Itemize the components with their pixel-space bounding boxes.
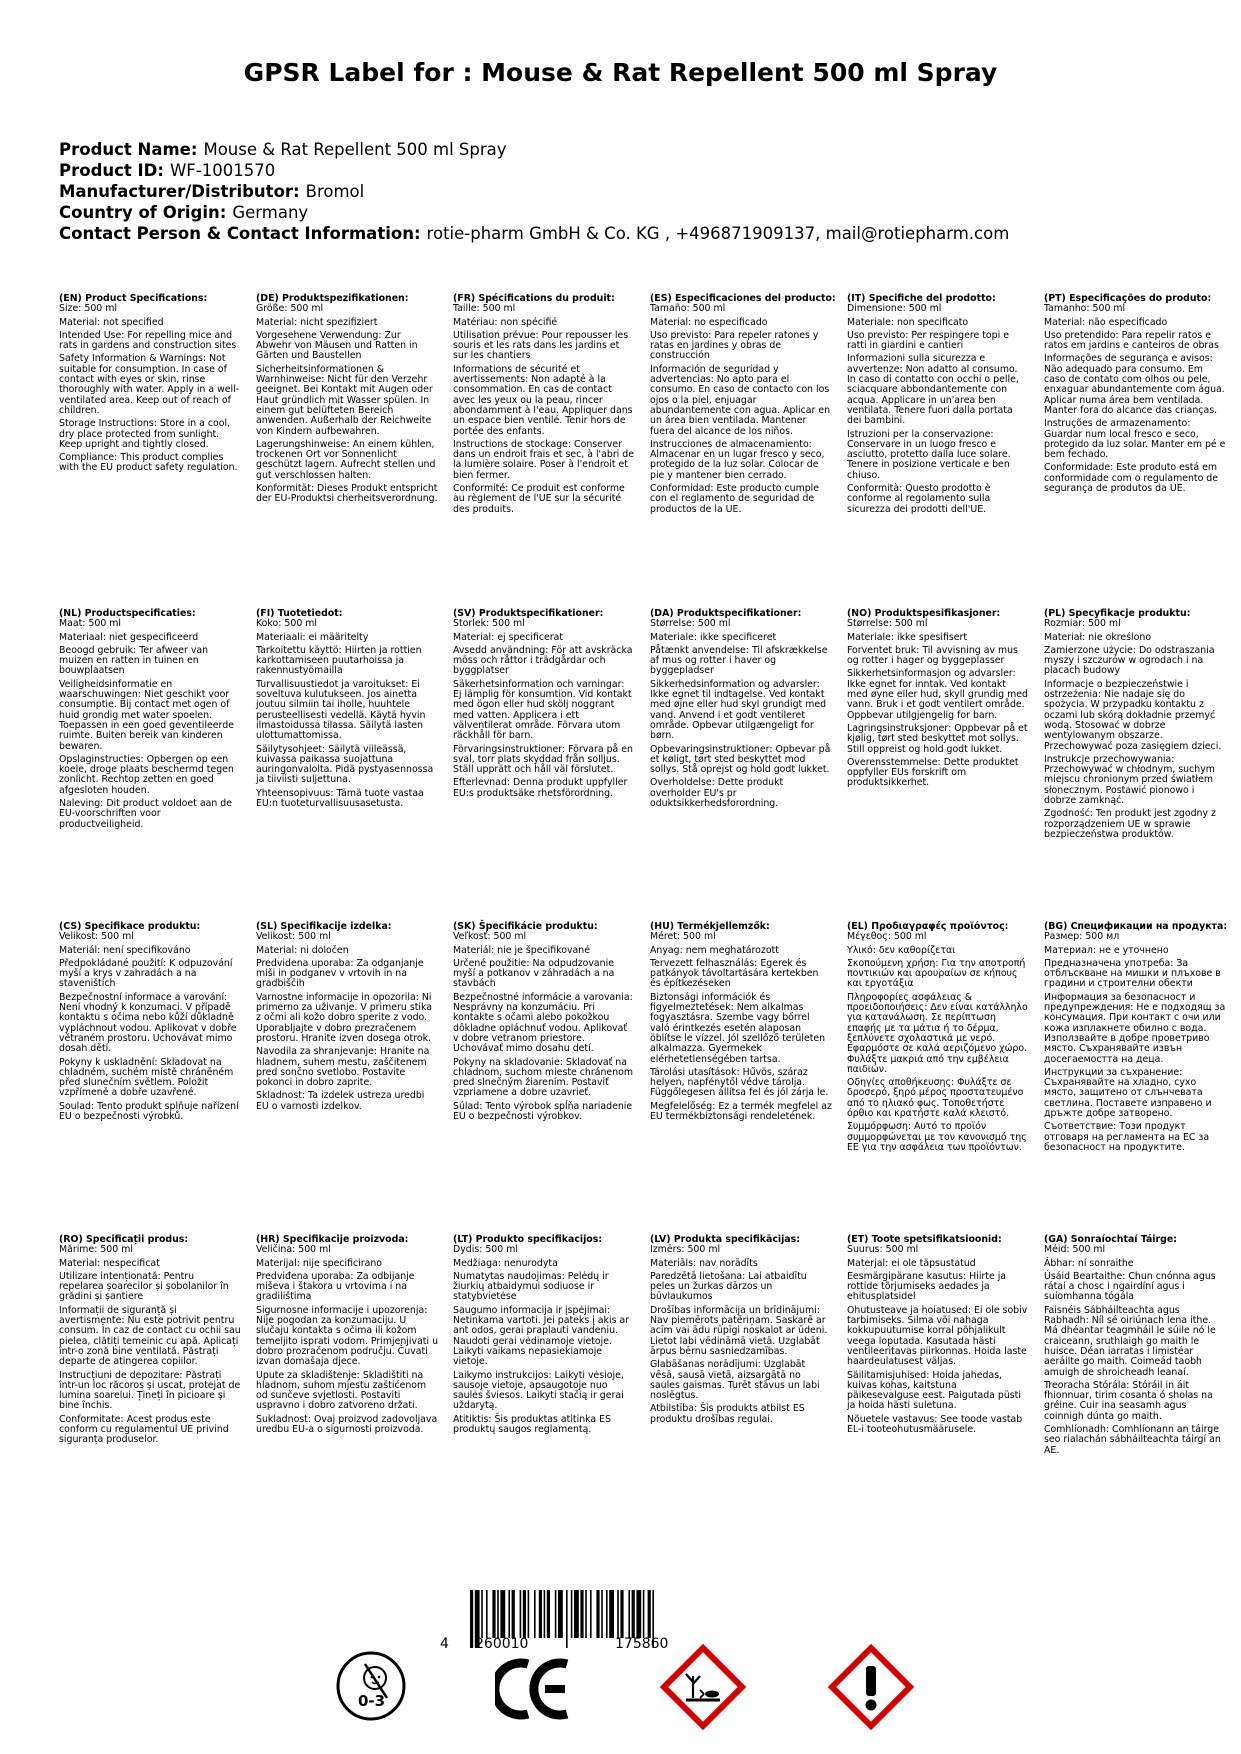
environment-hazard-icon [660,1644,746,1730]
spec-paragraph: Påtænkt anvendelse: Til afskrækkelse af mus og rotter i haver og byggepladser [650,644,828,677]
spec-paragraph: Upute za skladištenje: Skladištiti na hladnom, suhom mjestu zaštićenom od sunčeve svjetlosti. Postaviti uspravno i dobro zatvoreno držati. [256,1369,427,1412]
spec-paragraph: Σκοπούμενη χρήση: Για την αποτροπή ποντικιών και αρουραίων σε κήπους και εργοτάξια [847,957,1026,990]
spec-paragraph: Материал: не е уточнено [1044,944,1169,956]
spec-paragraph: Tamanho: 500 ml [1044,303,1126,315]
spec-paragraph: Conformitate: Acest produs este conform cu regulamentul UE privind siguranța produselor. [59,1413,229,1446]
spec-paragraph: Maat: 500 ml [59,618,122,630]
spec-section [847,609,1035,792]
spec-paragraph: Koko: 500 ml [256,618,317,630]
spec-paragraph: Størrelse: 500 ml [650,618,731,630]
spec-paragraph: Pokyny k uskladnění: Skladovat na chladném, suchém místě chráněném před slunečním světlem. Položit vzpřímeně a dobře uzavřené. [59,1056,234,1099]
spec-paragraph: Veličina: 500 ml [256,1244,331,1256]
spec-paragraph: Lagerungshinweise: An einem kühlen, trockenen Ort vor Sonnenlicht geschützt lagern. Aufrecht stellen und gut verschlossen halten. [256,438,436,481]
spec-paragraph: Treoracha Stórála: Stóráil in áit fhionnuar, tirim cosanta ó sholas na gréine. Cuir ina seasamh agus coinnigh dúnta go maith. [1044,1379,1213,1422]
spec-paragraph: Ábhar: ní sonraithe [1044,1257,1134,1269]
spec-paragraph: Materiale: ikke spesifisert [847,631,968,643]
spec-paragraph: Materiale: ikke specificeret [650,631,777,643]
spec-section [59,922,247,1125]
spec-paragraph: Bezpečnostní informace a varování: Není vhodný k konzumaci. V případě kontaktu s očima nebo kůží důkladně vypláchnout vodou. Aplikovat v dobře větraném prostoru. Uchovávat mimo dosah dětí. [59,991,237,1055]
spec-paragraph: Materijal: nije specificirano [256,1257,383,1269]
spec-heading: (HU) Termékjellemzők: [650,921,770,932]
spec-paragraph: Opslaginstructies: Opbergen op een koele, droge plaats beschermd tegen zonlicht. Rechtop zetten en goed afgesloten houden. [59,753,234,796]
spec-heading: (ES) Especificaciones del producto: [650,293,836,304]
spec-section [650,294,838,518]
spec-paragraph: Μέγεθος: 500 ml [847,931,927,943]
spec-paragraph: Material: ni določen [256,944,349,956]
spec-paragraph: Materiale: non specificato [847,316,969,328]
spec-paragraph: Velikost: 500 ml [256,931,331,943]
spec-heading: (LV) Produkta specifikācijas: [650,1234,800,1245]
spec-paragraph: Οδηγίες αποθήκευσης: Φυλάξτε σε δροσερό, ξηρό μέρος προστατευμένο από το ηλιακό φως. Τοποθετήστε όρθιο και κρατήστε καλά κλειστό. [847,1077,1024,1120]
spec-paragraph: Biztonsági információk és figyelmeztetések: Nem alkalmas fogyasztásra. Szembe vagy bőrrel való érintkezés esetén alaposan öblítse le vízzel. Jól szellőző területen alkalmazza. Gyermekek elérhetetlenségében tartsa. [650,991,826,1065]
spec-paragraph: Säilytysohjeet: Säilytä viileässä, kuivassa paikassa suojattuna auringonvalolta. Pidä pystyasennossa ja tiiviisti suljettuna. [256,743,434,786]
spec-paragraph: Instrukcje przechowywania: Przechowywać w chłodnym, suchym miejscu chronionym przed światłem słonecznym. Postawić pionowo i dobrze zamknąć. [1044,753,1215,807]
spec-paragraph: Taille: 500 ml [453,303,516,315]
spec-section [453,609,641,802]
spec-heading: (FR) Spécifications du produit: [453,293,615,304]
barcode-group-1: 260010 [475,1636,529,1652]
product-info [59,139,1009,244]
spec-paragraph: Pokyny na skladovanie: Skladovať na chladnom, suchom mieste chránenom pred slnečným žiarením. Postaviť vzpriamene a dobre uzavrieť. [453,1056,633,1099]
spec-heading: (LT) Produkto specifikacijos: [453,1234,603,1245]
spec-paragraph: Instrucțiuni de depozitare: Păstrați într-un loc răcoros și uscat, protejat de lumina soarelui. Țineți în picioare și bine închis. [59,1369,241,1412]
spec-heading: (SK) Špecifikácie produktu: [453,921,598,932]
spec-heading: (BG) Спецификации на продукта: [1044,921,1228,932]
spec-paragraph: Comhlíonadh: Comhlíonann an táirge seo rialachán sábháilteachta táirgí an AE. [1044,1424,1221,1456]
spec-paragraph: Faisnéis Sábháilteachta agus Rabhadh: Níl sé oiriúnach lena ithe. Má dhéantar teagmháil le súile nó le craiceann, sruthlaigh go maith le huisce. Déan iarratas i limistéar aeráilte go maith. Coimeád taobh amuigh de shroicheadh leanaí. [1044,1304,1216,1378]
spec-heading: (RO) Specificații produs: [59,1234,189,1245]
spec-paragraph: Suurus: 500 ml [847,1244,919,1256]
spec-paragraph: Conformidad: Este producto cumple con el reglamento de seguridad de productos de la UE. [650,483,820,515]
info-label: Product ID: [59,161,164,180]
info-label: Product Name: [59,140,198,159]
spec-paragraph: Säkerhetsinformation och varningar: Ej lämplig för konsumtion. Vid kontakt med ögon eller hud skölj noggrant med vatten. Applicera i ett välventilerat område. Förvara utom räckhåll för barn. [453,678,632,742]
spec-paragraph: Informacje o bezpieczeństwie i ostrzeżenia: Nie nadaje się do spożycia. W przypadku kontaktu z oczami lub skórą dokładnie przemyć wodą. Stosować w dobrze wentylowanym obszarze. Przechowywać poza zasięgiem dzieci. [1044,678,1222,752]
spec-heading: (DE) Produktspezifikationen: [256,293,409,304]
spec-paragraph: Materjal: ei ole täpsustatud [847,1257,976,1269]
spec-paragraph: Dydis: 500 ml [453,1244,518,1256]
info-label: Contact Person & Contact Information: [59,224,421,243]
spec-section [847,1235,1035,1438]
spec-paragraph: Информация за безопасност и предупреждения: Не е подходящ за консумация. При контакт с очи или кожа изплакнете обилно с вода. Използвайте в добре проветриво място. Съхранявайте извън досегаемостта на деца. [1044,991,1226,1065]
spec-paragraph: Conformité: Ce produit est conforme au règlement de l'UE sur la sécurité des produits. [453,483,625,515]
spec-section [847,294,1035,518]
spec-heading: (EN) Product Specifications: [59,293,208,304]
info-label: Manufacturer/Distributor: [59,182,300,201]
spec-heading: (HR) Specifikacije proizvoda: [256,1234,409,1245]
spec-paragraph: Size: 500 ml [59,303,117,315]
spec-paragraph: Storage Instructions: Store in a cool, dry place protected from sunlight. Keep upright and tightly closed. [59,418,231,450]
info-value: Bromol [305,182,365,201]
spec-paragraph: Utilisation prévue: Pour repousser les souris et les rats dans les jardins et sur les chantiers [453,329,629,362]
spec-paragraph: Yhteensopivuus: Tämä tuote vastaa EU:n tuoteturvallisuusasetusta. [256,787,424,810]
page-title: GPSR Label for : Mouse & Rat Repellent 500 ml Spray [243,58,998,87]
spec-paragraph: Atitiktis: Šis produktas atitinka ES produktų saugos reglamentą. [453,1413,612,1436]
spec-paragraph: Lagringsinstruksjoner: Oppbevar på et kjølig, tørt sted beskyttet mot sollys. Still oppreist og hold godt lukket. [847,722,1028,755]
spec-paragraph: Velikost: 500 ml [59,931,134,943]
spec-section [256,294,444,508]
info-value: Mouse & Rat Repellent 500 ml Spray [203,140,507,159]
spec-paragraph: Saugumo informacija ir įspėjimai: Netinkama vartoti. Jei pateks į akis ar ant odos, gerai praplauti vandeniu. Naudoti gerai vėdinamoje vietoje. Laikyti vaikams nepasiekiamoje vietoje. [453,1304,630,1368]
spec-paragraph: Předpokládané použití: K odpuzování myší a krys v zahradách a na staveništích [59,957,233,990]
spec-heading: (CS) Specifikace produktu: [59,921,201,932]
spec-paragraph: Material: no especificado [650,316,768,328]
info-value: WF-1001570 [169,161,276,180]
spec-heading: (SV) Produktspecifikationer: [453,608,604,619]
spec-paragraph: Material: não especificado [1044,316,1168,328]
spec-heading: (DA) Produktspecifikationer: [650,608,802,619]
spec-paragraph: Veiligheidsinformatie en waarschuwingen: Niet geschikt voor consumptie. Bij contact met ogen of huid grondig met water spoelen. Toepassen in een goed geventileerde ruimte. Buiten bereik van kinderen bewaren. [59,678,234,752]
spec-paragraph: Materiāls: nav norādīts [650,1257,758,1269]
spec-section [1044,294,1232,497]
spec-paragraph: Υλικό: δεν καθορίζεται [847,944,956,956]
spec-section [650,922,838,1125]
spec-paragraph: Naleving: Dit product voldoet aan de EU-voorschriften voor productveiligheid. [59,798,232,830]
spec-heading: (FI) Tuotetiedot: [256,608,343,619]
spec-paragraph: Tamaño: 500 ml [650,303,726,315]
spec-paragraph: Предназначена употреба: За отблъскване на мишки и плъхове в градини и строителни обекти [1044,957,1221,990]
spec-paragraph: Safety Information & Warnings: Not suitable for consumption. In case of contact with eyes or skin, rinse thoroughly with water. Apply in a well-ventilated area. Keep out of reach of children. [59,353,240,416]
spec-paragraph: Material: nicht spezifiziert [256,316,378,328]
spec-section [1044,609,1232,843]
spec-section [453,922,641,1125]
spec-paragraph: Opbevaringsinstruktioner: Opbevar på et køligt, tørt sted beskyttet mod sollys. Stå oprejst og hold godt lukket. [650,743,831,776]
spec-paragraph: Informații de siguranță și avertismente: Nu este potrivit pentru consum. În caz de contact cu ochii sau pielea, clătiți temeinic cu apă. Aplicați într-o zonă bine ventilată. Păstrați departe de atingerea copiilor. [59,1304,241,1368]
spec-paragraph: Material: nespecificat [59,1257,160,1269]
spec-paragraph: Mărime: 500 ml [59,1244,133,1256]
spec-paragraph: Instrucciones de almacenamiento: Almacenar en un lugar fresco y seco, protegido de la luz solar. Colocar de pie y mantener bien cerrado. [650,438,825,481]
spec-paragraph: Tárolási utasítások: Hűvös, száraz helyen, napfénytől védve tárolja. Függőlegesen állítsa fel és jól zárja le. [650,1066,829,1099]
spec-paragraph: Overholdelse: Dette produkt overholder EU's pr oduktsikkerhedsforordning. [650,777,784,810]
spec-section [650,1235,838,1428]
spec-paragraph: Predviđena uporaba: Za odbijanje miševa i štakora u vrtovima i na gradilištima [256,1270,415,1303]
info-label: Country of Origin: [59,203,227,222]
spec-paragraph: Compliance: This product complies with the EU product safety regulation. [59,452,238,474]
spec-paragraph: Efterlevnad: Denna produkt uppfyller EU:s produktsäke rhetsförordning. [453,777,628,799]
spec-heading: (EL) Προδιαγραφές προϊόντος: [847,921,1009,932]
spec-section [256,609,444,812]
spec-paragraph: Tervezett felhasználás: Egerek és patkányok távoltartására kertekben és építkezéseken [650,957,819,990]
spec-paragraph: Инструкции за съхранение: Съхранявайте на хладно, сухо място, защитено от слънчевата светлина. Поставете изправено и дръжте добре затворено. [1044,1066,1212,1120]
spec-heading: (ET) Toote spetsifikatsioonid: [847,1234,1002,1245]
spec-paragraph: Rozmiar: 500 ml [1044,618,1121,630]
spec-paragraph: Materiál: není specifikováno [59,944,191,956]
spec-section [1044,1235,1232,1459]
country-row [59,202,1009,223]
spec-paragraph: Skladnost: Ta izdelek ustreza uredbi EU o varnosti izdelkov. [256,1090,425,1112]
spec-paragraph: Méret: 500 ml [650,931,716,943]
spec-paragraph: Förvaringsinstruktioner: Förvara på en sval, torr plats skyddad från solljus. Ställ upprätt och håll väl förslutet. [453,743,633,776]
spec-paragraph: Konformität: Dieses Produkt entspricht der EU-Produktsi cherheitsverordnung. [256,483,438,505]
spec-paragraph: Numatytas naudojimas: Pelėdų ir žiurkių atbaidymui sodiuose ir statybvietėse [453,1270,609,1303]
spec-paragraph: Medžiaga: nenurodyta [453,1257,558,1269]
info-value: rotie-pharm GmbH & Co. KG , +496871909137, mail@rotiepharm.com [426,224,1010,243]
spec-paragraph: Conformidade: Este produto está em conformidade com o regulamento de segurança de produtos da UE. [1044,462,1219,495]
spec-paragraph: Avsedd användning: För att avskräcka möss och råttor i trädgårdar och byggplatser [453,644,633,677]
spec-paragraph: Instructions de stockage: Conserver dans un endroit frais et sec, à l'abri de la lumière solaire. Poser à l'endroit et bien fermer. [453,438,634,481]
spec-paragraph: Съответствие: Този продукт отговаря на регламента на ЕС за безопасност на продуктите. [1044,1121,1210,1153]
spec-paragraph: Forventet bruk: Til avvisning av mus og rotter i hager og byggeplasser [847,644,1018,667]
spec-paragraph: Izmērs: 500 ml [650,1244,721,1256]
spec-paragraph: Méid: 500 ml [1044,1244,1106,1256]
spec-paragraph: Materiaali: ei määritelty [256,631,369,643]
spec-heading: (IT) Specifiche del prodotto: [847,293,996,304]
spec-paragraph: Anyag: nem meghatározott [650,944,779,956]
spec-paragraph: Nõuetele vastavus: See toode vastab EL-i tooteohutusmäärusele. [847,1413,1023,1436]
spec-section [256,1235,444,1438]
spec-heading: (SL) Specifikacije izdelka: [256,921,392,932]
spec-paragraph: Navodila za shranjevanje: Hranite na hladnem, suhem mestu, zaščitenem pred sončno svetlobo. Postavite pokonci in dobro zaprite. [256,1046,430,1089]
spec-paragraph: Zamierzone użycie: Do odstraszania myszy i szczurów w ogrodach i na placach budowy [1044,644,1215,677]
spec-section [453,1235,641,1438]
spec-section [1044,922,1232,1156]
manufacturer-row [59,181,1009,202]
spec-paragraph: Overensstemmelse: Dette produktet oppfyller EUs forskrift om produktsikkerhet. [847,756,1019,789]
spec-paragraph: Intended Use: For repelling mice and rats in gardens and construction sites [59,329,237,352]
spec-paragraph: Größe: 500 ml [256,303,324,315]
exclamation-hazard-icon [828,1644,914,1730]
spec-paragraph: Eesmärgipärane kasutus: Hiirte ja rottide tõrjumiseks aedades ja ehitusplatsidel [847,1270,1007,1303]
spec-paragraph: Tarkoitettu käyttö: Hiirten ja rottien karkottamiseen puutarhoissa ja rakennustyömailla [256,644,422,677]
spec-paragraph: Información de seguridad y advertencias: No apto para el consumo. En caso de contacto con los ojos o la piel, enjuagar abundantemente con agua. Aplicar en un área bien ventilada. Mantener fuera del alcance de los niños. [650,363,831,437]
info-value: Germany [232,203,309,222]
spec-paragraph: Matériau: non spécifié [453,316,558,328]
spec-paragraph: Instruções de armazenamento: Guardar num local fresco e seco, protegido da luz solar. Manter em pé e bem fechado. [1044,418,1226,461]
spec-paragraph: Drošības informācija un brīdinājumi: Nav piemērots patēriņam. Saskarē ar acīm vai ādu rūpīgi noskalot ar ūdeni. Lietot labi vēdināmā vietā. Uzglabāt ārpus bērnu sasniedzamības. [650,1304,828,1357]
spec-paragraph: Ohutusteave ja hoiatused: Ei ole sobiv tarbimiseks. Silma või nahaga kokkupuutumise korral põhjalikult veega loputada. Kasutada hästi ventileeritavas piirkonnas. Hoida laste haardeulatusest väljas. [847,1304,1028,1368]
spec-paragraph: Paredzētā lietošana: Lai atbaidītu peles un žurkas dārzos un būvlaukumos [650,1270,807,1303]
spec-section [59,609,247,833]
spec-paragraph: Istruzioni per la conservazione: Conservare in un luogo fresco e asciutto, protetto dalla luce solare. Tenere in posizione verticale e ben chiuso. [847,428,1011,481]
spec-paragraph: Informações de segurança e avisos: Não adequado para consumo. Em caso de contato com olhos ou pele, enxaguar abundantemente com água. Aplicar numa área bem ventilada. Manter fora do alcance das crianças. [1044,353,1225,416]
spec-paragraph: Uso previsto: Per respingere topi e ratti in giardini e cantieri [847,329,1009,352]
spec-paragraph: Conformità: Questo prodotto è conforme al regolamento sulla sicurezza dei prodotti dell'UE. [847,483,991,515]
spec-paragraph: Predvidena uporaba: Za odganjanje miši in podganev v vrtovih in na gradbiščih [256,957,424,990]
spec-paragraph: Размер: 500 мл [1044,931,1120,943]
barcode-left-digit: 4 [440,1636,449,1652]
contact-row [59,223,1009,244]
spec-paragraph: Bezpečnostné informácie a varovania: Nesprávny na konzumáciu. Pri kontakte s očami alebo pokožkou dôkladne opláchnuť vodou. Aplikovať v dobre vetranom priestore. Uchovávať mimo dosahu detí. [453,991,633,1055]
spec-section [650,609,838,812]
spec-heading: (GA) Sonraíochtaí Táirge: [1044,1234,1177,1245]
spec-paragraph: Informations de sécurité et avertissements: Non adapté à la consommation. En cas de contact avec les yeux ou la peau, rincer abondamment à l'eau. Appliquer dans un espace bien ventilé. Tenir hors de portée des enfants. [453,363,633,437]
spec-paragraph: Úsáid Beartaithe: Chun cnónna agus rátaí a chosc i ngairdíní agus i suíomhanna tógála [1044,1270,1216,1303]
spec-paragraph: Συμμόρφωση: Αυτό το προϊόν συμμορφώνεται με τον κανονισμό της ΕΕ για την ασφάλεια των προϊόντων. [847,1121,1027,1153]
barcode-group-2: 175860 [615,1636,669,1652]
spec-paragraph: Uso previsto: Para repeler ratones y ratas en jardines y obras de construcción [650,329,819,362]
spec-paragraph: Materiał: nie określono [1044,631,1152,643]
spec-heading: (NL) Productspecificaties: [59,608,196,619]
spec-paragraph: Turvallisuustiedot ja varoitukset: Ei soveltuva kulutukseen. Jos ainetta joutuu silmiin tai iholle, huuhtele perusteellisesti vedellä. Käytä hyvin ilmastoidussa tilassa. Säilytä lasten ulottumattomissa. [256,678,426,742]
spec-paragraph: Beoogd gebruik: Ter afweer van muizen en ratten in tuinen en bouwplaatsen [59,644,209,677]
spec-paragraph: Informazioni sulla sicurezza e avvertenze: Non adatto al consumo. In caso di contatto con occhi o pelle, sciacquare abbondantemente con acqua. Applicare in un'area ben ventilata. Tenere fuori dalla portata dei bambini. [847,353,1019,427]
spec-section [453,294,641,518]
spec-paragraph: Utilizare intenționată: Pentru repelarea șoarecilor și șobolanilor în grădini și șantiere [59,1270,229,1303]
spec-paragraph: Soulad: Tento produkt splňuje nařízení EU o bezpečnosti výrobků. [59,1100,239,1123]
spec-paragraph: Glabāšanas norādījumi: Uzglabāt vēsā, sausā vietā, aizsargātā no saules gaismas. Turēt stāvus un labi noslēgtus. [650,1359,820,1402]
spec-heading: (PT) Especificações do produto: [1044,293,1212,304]
spec-heading: (PL) Specyfikacje produktu: [1044,608,1191,619]
spec-paragraph: Størrelse: 500 ml [847,618,928,630]
spec-paragraph: Sukladnost: Ovaj proizvod zadovoljava uredbu EU-a o sigurnosti proizvoda. [256,1413,438,1436]
spec-paragraph: Laikymo instrukcijos: Laikyti vėsioje, sausoje vietoje, apsaugotoje nuo saulės šviesos. Laikyti stačią ir gerai uždarytą. [453,1369,624,1412]
spec-heading: (NO) Produktspesifikasjoner: [847,608,1001,619]
spec-paragraph: Sikkerhedsinformation og advarsler: Ikke egnet til indtagelse. Ved kontakt med øjne eller hud skyl grundigt med vand. Anvend i et godt ventileret område. Opbevar utilgængeligt for børn. [650,678,827,742]
svg-text:0-3: 0-3 [358,1692,386,1710]
spec-section [59,1235,247,1449]
product-id-row [59,160,1009,181]
spec-paragraph: Súlad: Tento výrobok spĺňa nariadenie EU o bezpečnosti výrobkov. [453,1100,633,1123]
spec-paragraph: Určené použitie: Na odpudzovanie myší a potkanov v záhradách a na stavbách [453,957,615,990]
spec-paragraph: Materiaal: niet gespecificeerd [59,631,199,643]
spec-paragraph: Storlek: 500 ml [453,618,525,630]
spec-paragraph: Megfelelőség: Ez a termék megfelel az EU termékbiztonsági rendeletének. [650,1100,832,1123]
spec-paragraph: Sikkerhetsinformasjon og advarsler: Ikke egnet for inntak. Ved kontakt med øyne eller hud, skyll grundig med vann. Bruk i et godt ventilert område. Oppbevar utilgjengelig for barn. [847,668,1028,721]
spec-paragraph: Material: not specified [59,316,164,328]
product-name-row [59,139,1009,160]
spec-paragraph: Veľkosť: 500 ml [453,931,527,943]
spec-section [847,922,1035,1156]
spec-paragraph: Sicherheitsinformationen & Warnhinweise: Nicht für den Verzehr geeignet. Bei Kontakt mit Augen oder Haut gründlich mit Wasser spülen. In einem gut belüfteten Bereich anwenden. Außerhalb der Reichweite von Kindern aufbewahren. [256,363,433,437]
spec-section [256,922,444,1115]
age-0-3-warning-icon [335,1650,407,1722]
spec-paragraph: Πληροφορίες ασφάλειας & προειδοποιήσεις: Δεν είναι κατάλληλο για κατανάλωση. Σε περίπτωση επαφής με τα μάτια ή το δέρμα, ξεπλύνετε σχολαστικά με νερό. Εφαρμόστε σε καλά αεριζόμενο χώρο. Φυλάξτε μακριά από την εμβέλεια παιδιών. [847,991,1028,1075]
spec-paragraph: Sigurnosne informacije i upozorenja: Nije pogodan za konzumaciju. U slučaju kontakta s očima ili kožom temeljito isprati vodom. Primjenjivati u dobro prozračenom području. Čuvati izvan domašaja djece. [256,1304,439,1368]
ce-mark-icon [495,1656,573,1722]
spec-section [59,294,247,477]
spec-paragraph: Varnostne informacije in opozorila: Ni primerno za uživanje. V primeru stika z očmi ali kožo dobro sperite z vodo. Uporabljajte v dobro prezračenem prostoru. Hranite izven dosega otrok. [256,991,432,1044]
certification-icons [0,1650,1241,1750]
spec-paragraph: Materiál: nie je špecifikované [453,944,590,956]
spec-paragraph: Zgodność: Ten produkt jest zgodny z rozporządzeniem UE w sprawie bezpieczeństwa produktów. [1044,808,1216,840]
spec-paragraph: Säilitamisjuhised: Hoida jahedas, kuivas kohas, kaitstuna päikesevalguse eest. Paigutada püsti ja hoida hästi suletuna. [847,1369,1021,1412]
spec-paragraph: Material: ej specificerat [453,631,564,643]
spec-paragraph: Uso pretendido: Para repelir ratos e ratos em jardins e canteiros de obras [1044,329,1219,352]
spec-paragraph: Dimensione: 500 ml [847,303,942,315]
spec-paragraph: Vorgesehene Verwendung: Zur Abwehr von Mäusen und Ratten in Gärten und Baustellen [256,329,418,362]
spec-paragraph: Atbilstība: Šis produkts atbilst ES produktu drošības regulai. [650,1403,805,1425]
